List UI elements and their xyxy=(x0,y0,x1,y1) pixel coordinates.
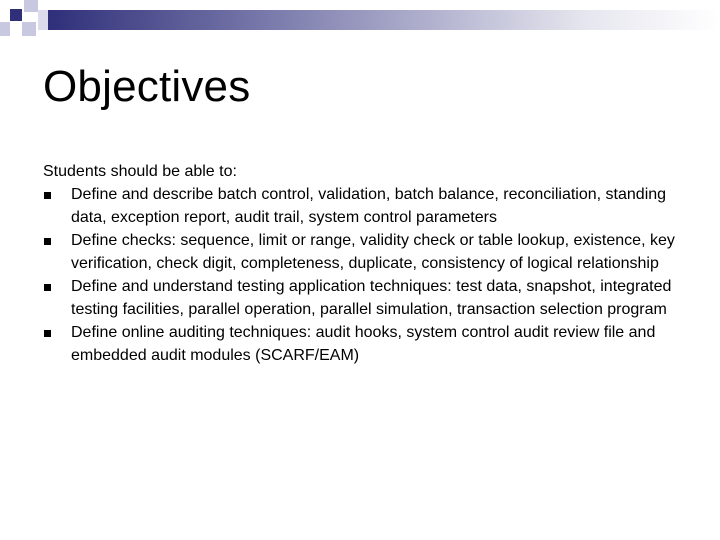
bullet-text: Define and describe batch control, validation, batch balance, reconciliation, standing data, exception report, audit trail, system control parameters xyxy=(71,186,667,226)
header-gradient-bar xyxy=(48,10,720,30)
dark-square-1 xyxy=(10,9,22,21)
bullet-text: Define checks: sequence, limit or range, validity check or table lookup, existence, key verification, check digit, completeness, duplicate, consistency of logical relationship xyxy=(71,232,675,272)
list-item xyxy=(43,275,693,321)
list-item xyxy=(43,321,693,367)
list-item xyxy=(43,183,693,229)
header-decoration xyxy=(0,0,720,50)
square-bullet-icon xyxy=(44,330,51,337)
bullet-text: Define online auditing techniques: audit hooks, system control audit review file and embedded audit modules (SCARF/EAM) xyxy=(71,324,656,364)
slide-body xyxy=(43,160,693,367)
square-bullet-icon xyxy=(44,284,51,291)
square-bullet-icon xyxy=(44,238,51,245)
intro-text: Students should be able to: xyxy=(43,163,237,180)
bullet-list xyxy=(43,183,693,367)
list-item xyxy=(43,229,693,275)
slide-title: Objectives xyxy=(43,62,251,111)
light-square-4 xyxy=(38,10,48,30)
light-square-3 xyxy=(22,22,36,36)
square-bullet-icon xyxy=(44,192,51,199)
bullet-text: Define and understand testing application techniques: test data, snapshot, integrated testing facilities, parallel operation, parallel simulation, transaction selection program xyxy=(71,278,672,318)
light-square-2 xyxy=(0,22,10,36)
light-square-1 xyxy=(24,0,38,12)
